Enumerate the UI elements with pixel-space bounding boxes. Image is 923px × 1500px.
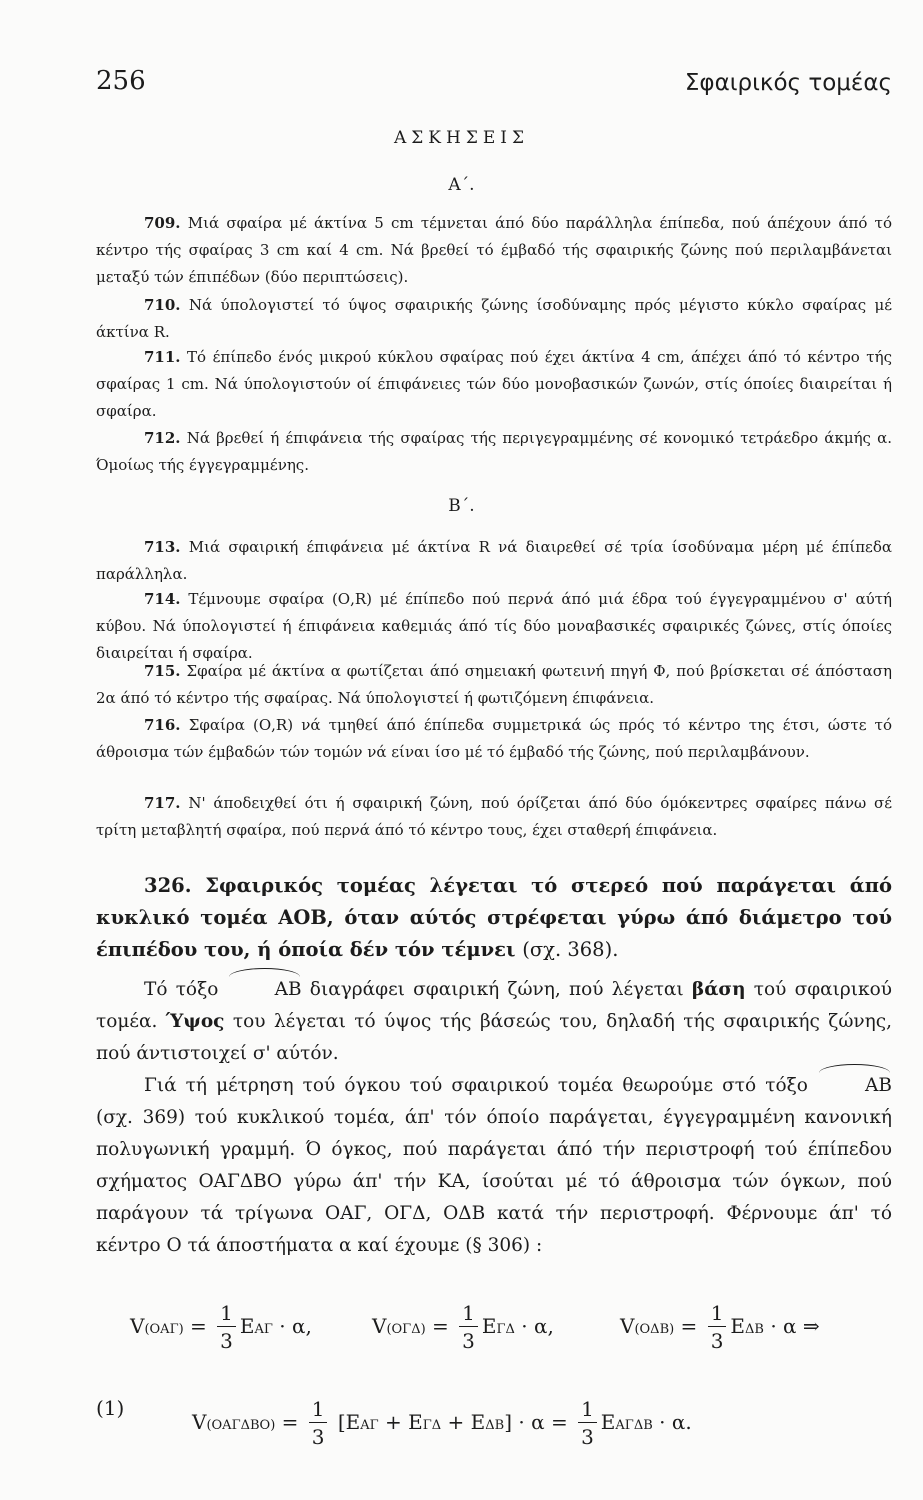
- symbol: Ε: [481, 1314, 497, 1338]
- exercise-number: 713.: [144, 538, 181, 556]
- numerator: 1: [459, 1300, 478, 1327]
- page-header: [96, 66, 892, 106]
- exercise-number: 710.: [144, 296, 181, 314]
- exercise-text: Ν' άποδειχθεί ότι ή σφαιρική ζώνη, πού όρίζεται άπό δύο όμόκεντρες σφαίρες πάνω σέ τρίτη μεταβλητή σφαίρα, πού περνά άπό τό κέντρο τους, έχει σταθερή έπιφάνεια.: [96, 794, 892, 839]
- symbol: [Ε: [331, 1410, 361, 1434]
- text-run: διαγράφει σφαιρική ζώνη, πού λέγεται: [301, 979, 692, 1000]
- subscript: ΑΓ: [360, 1418, 379, 1433]
- exercise-710: [96, 292, 892, 346]
- symbol: ] · α =: [504, 1410, 575, 1434]
- exercise-number: 709.: [144, 214, 181, 232]
- text-run: του λέγεται τό ύψος τής βάσεώς του, δηλαδή τής σφαιρικής ζώνης, πού άντιστοιχεί σ' αύτόν.: [96, 1011, 892, 1064]
- running-title: Σφαιρικός τομέας: [684, 70, 892, 96]
- symbol: =: [425, 1314, 456, 1338]
- equation-ogd: [372, 1300, 554, 1355]
- exercise-text: Τό έπίπεδο ένός μικρού κύκλου σφαίρας πού έχει άκτίνα 4 cm, άπέχει άπό τό κέντρο τής σφαίρας 1 cm. Νά ύπολογιστούν οί έπιφάνειες τών δύο μονοβασικών ζωνών, στίς όποίες διαιρείται ή σφαίρα.: [96, 348, 892, 420]
- exercise-number: 715.: [144, 662, 181, 680]
- exercise-text: Τέμνουμε σφαίρα (Ο,R) μέ έπίπεδο πού περνά άπό μιά έδρα τού έγγεγραμμένου σ' αύτή κύβου. Νά ύπολογιστεί ή έπιφάνεια καθεμιάς άπό τίς δύο μοναβασικές σφαιρικές ζώνες, στίς όποίες διαιρείται ή σφαίρα.: [96, 590, 892, 662]
- symbol: V: [130, 1314, 145, 1338]
- fraction: [708, 1300, 727, 1355]
- equation-oag: [130, 1300, 312, 1355]
- equation-label: (1): [96, 1396, 125, 1420]
- exercise-number: 711.: [144, 348, 181, 366]
- formula-triangle-volumes: [96, 1300, 892, 1370]
- subscript: ΔΒ: [745, 1322, 764, 1337]
- fraction: [217, 1300, 236, 1355]
- paragraph-volume: [96, 1070, 892, 1262]
- fraction: [578, 1396, 597, 1451]
- subscript: ΑΓ: [254, 1322, 273, 1337]
- equation-odb: [620, 1300, 820, 1355]
- symbol: Ε: [239, 1314, 255, 1338]
- subscript: ΔΒ: [485, 1418, 505, 1433]
- exercise-text: Νά ύπολογιστεί τό ύψος σφαιρικής ζώνης ίσοδύναμης πρός μέγιστο κύκλο σφαίρας μέ άκτίνα R.: [96, 296, 892, 341]
- symbol: V: [620, 1314, 635, 1338]
- exercise-number: 712.: [144, 429, 181, 447]
- exercise-713: [96, 534, 892, 588]
- symbol: =: [183, 1314, 214, 1338]
- denominator: 3: [220, 1329, 233, 1353]
- numerator: 1: [217, 1300, 236, 1327]
- term-height: Ύψος: [165, 1011, 225, 1032]
- exercise-711: [96, 344, 892, 425]
- symbol: =: [275, 1410, 305, 1434]
- symbol: Ε: [730, 1314, 746, 1338]
- text-run: Τό τόξο: [144, 979, 227, 1000]
- exercise-714: [96, 586, 892, 667]
- denominator: 3: [581, 1425, 594, 1449]
- group-a-heading: Α΄.: [448, 175, 475, 195]
- figure-reference: (σχ. 368).: [522, 938, 619, 961]
- denominator: 3: [462, 1329, 475, 1353]
- denominator: 3: [311, 1425, 325, 1449]
- numerator: 1: [708, 1300, 727, 1327]
- exercise-717: [96, 790, 892, 844]
- formula-total-volume: [96, 1396, 892, 1466]
- exercise-text: Μιά σφαιρική έπιφάνεια μέ άκτίνα R νά διαιρεθεί σέ τρία ίσοδύναμα μέρη μέ έπίπεδα παράλληλα.: [96, 538, 892, 583]
- denominator: 3: [710, 1329, 724, 1353]
- subscript: (ΟΑΓΔΒΟ): [206, 1418, 276, 1433]
- symbol: + Ε: [378, 1410, 423, 1434]
- symbol: · α ⇒: [763, 1314, 820, 1338]
- exercise-709: [96, 210, 892, 291]
- paragraph-base-height: [96, 974, 892, 1070]
- symbol: + Ε: [441, 1410, 486, 1434]
- arc-ab: ΑΒ: [227, 974, 302, 1006]
- group-b-heading: Β΄.: [448, 496, 475, 516]
- text-run: Γιά τή μέτρηση τού όγκου τού σφαιρικού τομέα θεωρούμε στό τόξο: [144, 1075, 818, 1096]
- fraction: [309, 1396, 328, 1451]
- page-number: 256: [96, 66, 146, 96]
- term-base: βάση: [691, 979, 746, 1000]
- exercise-number: 717.: [144, 794, 181, 812]
- exercise-715: [96, 658, 892, 712]
- subscript: (ΟΑΓ): [144, 1322, 184, 1337]
- subscript: ΓΔ: [496, 1322, 515, 1337]
- subscript: (ΟΔΒ): [634, 1322, 675, 1337]
- subscript: ΑΓΔΒ: [615, 1418, 653, 1433]
- symbol: V: [192, 1410, 207, 1434]
- fraction: [459, 1300, 478, 1355]
- symbol: V: [372, 1314, 387, 1338]
- definition-text: Σφαιρικός τομέας λέγεται τό στερεό πού παράγεται άπό κυκλικό τομέα ΑΟΒ, όταν αύτός στρέφεται γύρω άπό διάμετρο τού έπιπέδου του, ή όποία δέν τόν τέμνει: [96, 874, 892, 961]
- exercise-number: 716.: [144, 716, 181, 734]
- text-run: τού σφαιρικού τομέα.: [96, 979, 892, 1032]
- arc-ab: ΑΒ: [817, 1070, 892, 1102]
- exercise-text: Νά βρεθεί ή έπιφάνεια τής σφαίρας τής περιγεγραμμένης σέ κονομικό τετράεδρο άκμής α. Όμοίως τής έγγεγραμμένης.: [96, 429, 892, 474]
- subscript: ΓΔ: [422, 1418, 442, 1433]
- definition-number: 326.: [144, 874, 192, 897]
- numerator: 1: [309, 1396, 328, 1423]
- definition-326: [96, 870, 892, 966]
- equation-total: [192, 1396, 692, 1451]
- symbol: · α.: [652, 1410, 692, 1434]
- exercise-716: [96, 712, 892, 766]
- symbol: Ε: [600, 1410, 616, 1434]
- text-run: (σχ. 369) τού κυκλικού τομέα, άπ' τόν όποίο παράγεται, έγγεγραμμένη κανονική πολυγωνική γραμμή. Ό όγκος, πού παράγεται άπό τήν περιστροφή τού έπίπεδου σχήματος ΟΑΓΔΒΟ γύρω άπ' τήν ΚΑ, ίσούται μέ τό άθροισμα τών όγκων, πού παράγουν τά τρίγωνα ΟΑΓ, ΟΓΔ, ΟΔΒ κατά τήν περιστροφή. Φέρνουμε άπ' τό κέντρο Ο τά άποστήματα α καί έχουμε (§ 306) :: [96, 1107, 892, 1256]
- numerator: 1: [578, 1396, 597, 1423]
- subscript: (ΟΓΔ): [386, 1322, 426, 1337]
- symbol: =: [674, 1314, 704, 1338]
- exercise-number: 714.: [144, 590, 181, 608]
- exercise-text: Σφαίρα (Ο,R) νά τμηθεί άπό έπίπεδα συμμετρικά ώς πρός τό κέντρο της έτσι, ώστε τό άθροισμα τών έμβαδών τών τομών νά είναι ίσο μέ τό έμβαδό τής ζώνης, πού περιλαμβάνουν.: [96, 716, 892, 761]
- symbol: · α,: [514, 1314, 554, 1338]
- exercise-text: Μιά σφαίρα μέ άκτίνα 5 cm τέμνεται άπό δύο παράλληλα έπίπεδα, πού άπέχουν άπό τό κέντρο τής σφαίρας 3 cm καί 4 cm. Νά βρεθεί τό έμβαδό τής σφαιρικής ζώνης πού περιλαμβάνεται μεταξύ τών έπιπέδων (δύο περιπτώσεις).: [96, 214, 892, 286]
- exercise-text: Σφαίρα μέ άκτίνα α φωτίζεται άπό σημειακή φωτεινή πηγή Φ, πού βρίσκεται σέ άπόσταση 2α άπό τό κέντρο τής σφαίρας. Νά ύπολογιστεί ή φωτιζόμενη έπιφάνεια.: [96, 662, 892, 707]
- exercise-712: [96, 425, 892, 479]
- section-title: ΑΣΚΗΣΕΙΣ: [394, 128, 529, 148]
- symbol: · α,: [272, 1314, 312, 1338]
